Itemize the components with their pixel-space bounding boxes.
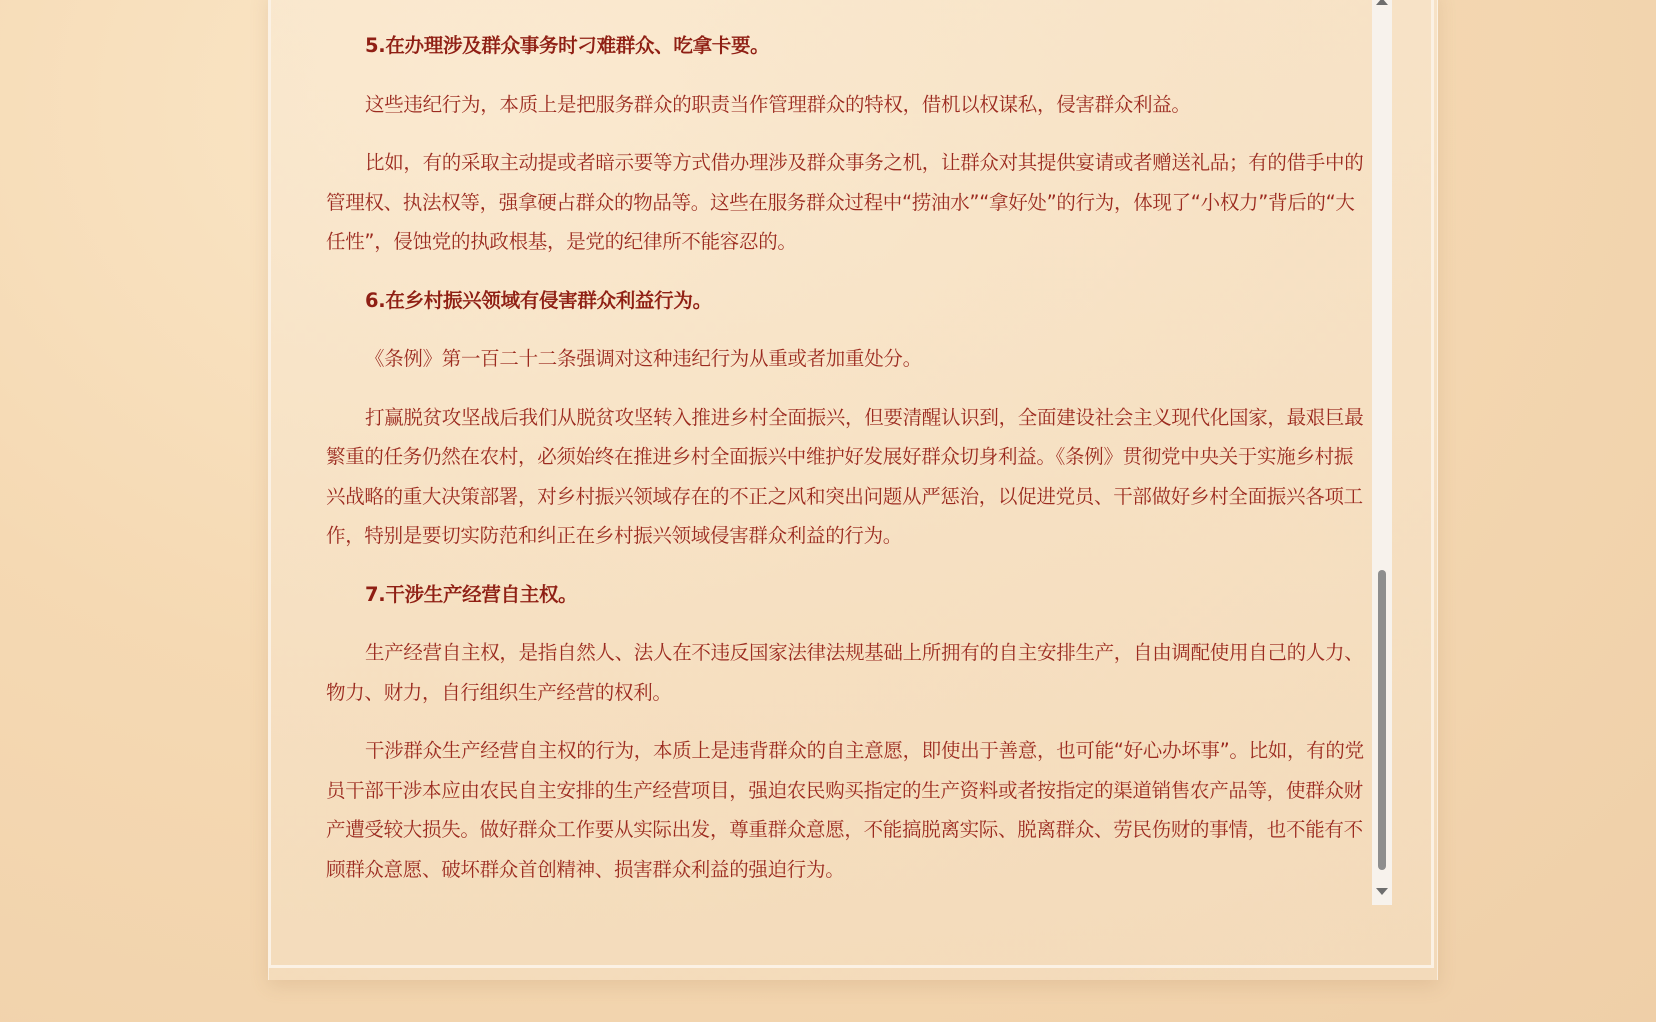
article-body bbox=[326, 26, 1366, 889]
scroll-down-arrow-icon[interactable] bbox=[1376, 888, 1388, 895]
section-heading-5: 5.在办理涉及群众事务时刁难群众、吃拿卡要。 bbox=[365, 34, 770, 57]
vertical-scrollbar[interactable] bbox=[1372, 0, 1392, 905]
section-heading-7: 7.干涉生产经营自主权。 bbox=[365, 582, 578, 606]
section-heading-6: 6.在乡村振兴领域有侵害群众利益行为。 bbox=[365, 288, 712, 312]
paragraph: 这些违纪行为，本质上是把服务群众的职责当作管理群众的特权，借机以权谋私，侵害群众利益。 bbox=[365, 92, 1191, 116]
paragraph: 打赢脱贫攻坚战后我们从脱贫攻坚转入推进乡村全面振兴，但要清醒认识到，全面建设社会主义现代化国家，最艰巨最繁重的任务仍然在农村，必须始终在推进乡村全面振兴中维护好发展好群众切身利益。《条例》贯彻党中央关于实施乡村振兴战略的重大决策部署，对乡村振兴领域存在的不正之风和突出问题从严惩治，以促进党员、干部做好乡村全面振兴各项工作，特别是要切实防范和纠正在乡村振兴领域侵害群众利益的行为。 bbox=[326, 405, 1364, 547]
paragraph: 比如，有的采取主动提或者暗示要等方式借办理涉及群众事务之机，让群众对其提供宴请或者赠送礼品；有的借手中的管理权、执法权等，强拿硬占群众的物品等。这些在服务群众过程中“捞油水”“拿好处”的行为，体现了“小权力”背后的“大任性”，侵蚀党的执政根基，是党的纪律所不能容忍的。 bbox=[326, 151, 1364, 253]
paragraph: 干涉群众生产经营自主权的行为，本质上是违背群众的自主意愿，即使出于善意，也可能“好心办坏事”。比如，有的党员干部干涉本应由农民自主安排的生产经营项目，强迫农民购买指定的生产资料或者按指定的渠道销售农产品等，使群众财产遭受较大损失。做好群众工作要从实际出发，尊重群众意愿，不能搞脱离实际、脱离群众、劳民伤财的事情，也不能有不顾群众意愿、破坏群众首创精神、损害群众利益的强迫行为。 bbox=[326, 739, 1364, 881]
scroll-up-arrow-icon[interactable] bbox=[1376, 0, 1388, 5]
scrollbar-thumb[interactable] bbox=[1378, 570, 1386, 870]
paragraph: 生产经营自主权，是指自然人、法人在不违反国家法律法规基础上所拥有的自主安排生产，自由调配使用自己的人力、物力、财力，自行组织生产经营的权利。 bbox=[326, 641, 1364, 704]
paragraph: 《条例》第一百二十二条强调对这种违纪行为从重或者加重处分。 bbox=[365, 347, 922, 370]
